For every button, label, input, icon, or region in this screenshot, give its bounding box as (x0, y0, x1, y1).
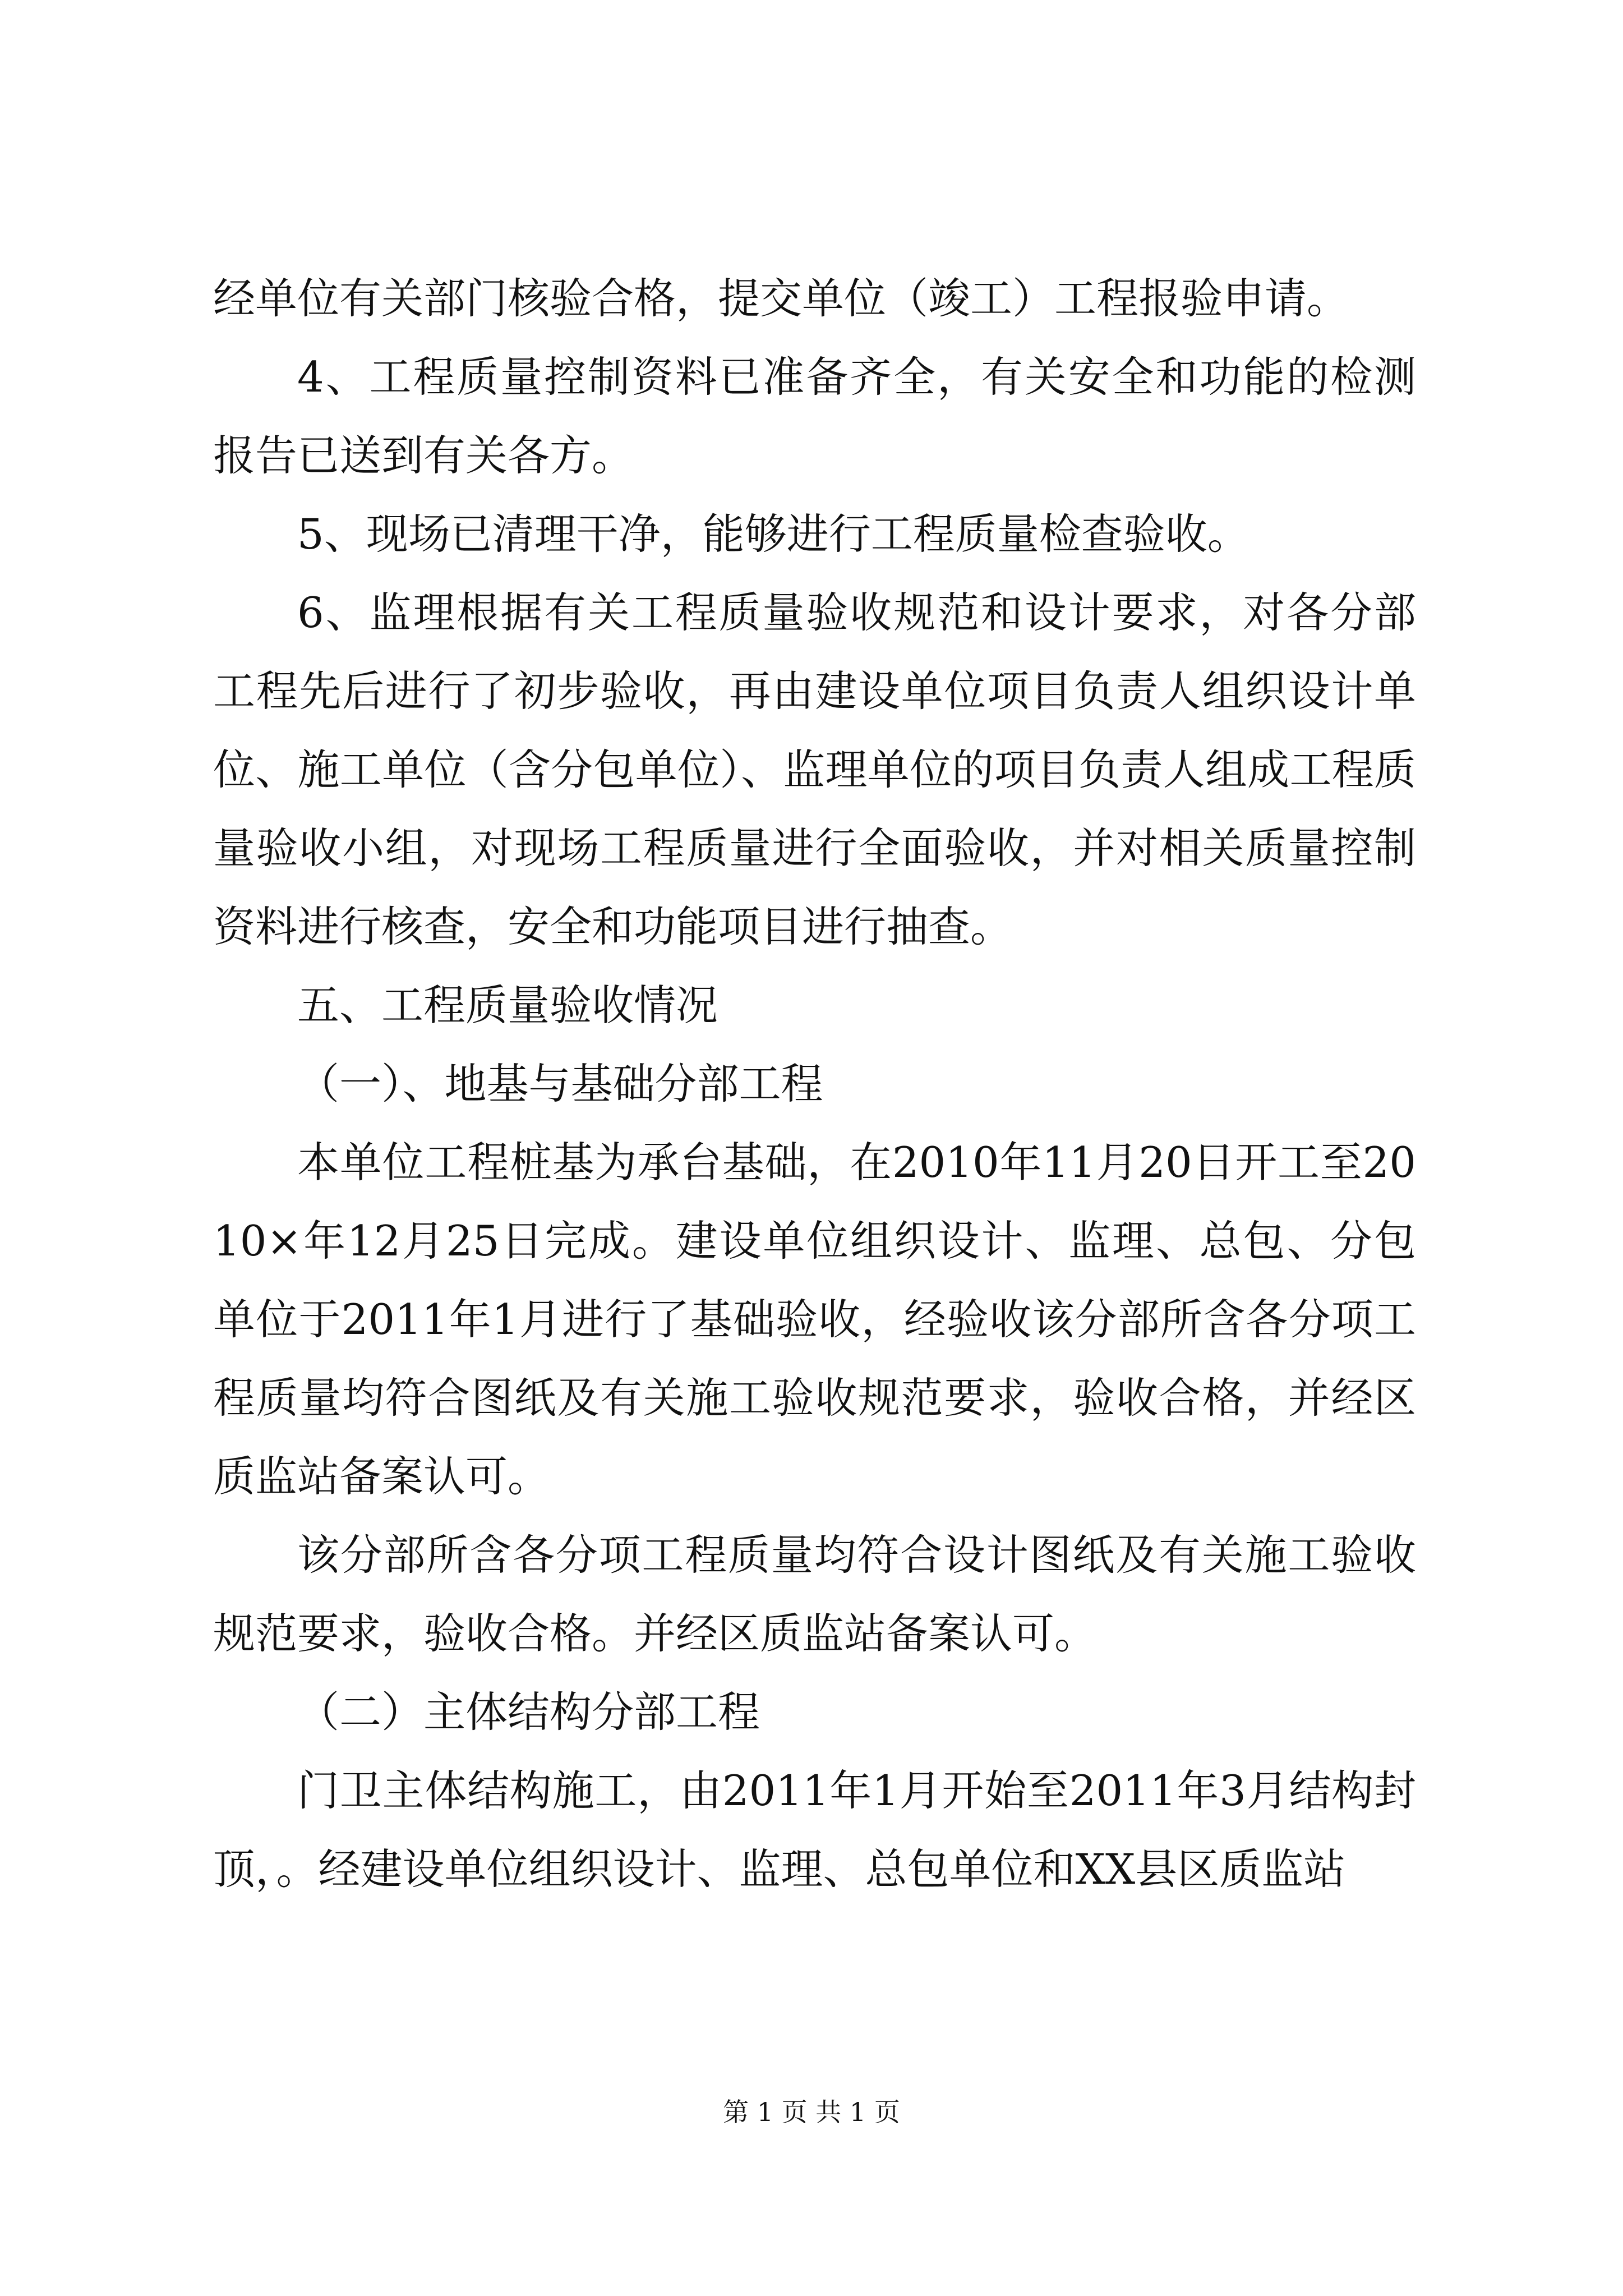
paragraph-item-6: 6、监理根据有关工程质量验收规范和设计要求，对各分部工程先后进行了初步验收，再由建设单位项目负责人组织设计单位、施工单位（含分包单位）、监理单位的项目负责人组成工程质量验收小组，对现场工程质量进行全面验收，并对相关质量控制资料进行核查，安全和功能项目进行抽查。 (213, 588, 1416, 951)
subsection-heading-foundation: （一）、地基与基础分部工程 (297, 1059, 823, 1108)
page-footer: 第 1 页 共 1 页 (723, 2097, 900, 2127)
paragraph-item-5: 5、现场已清理干净，能够进行工程质量检查验收。 (297, 509, 1249, 559)
subsection-heading-main-structure: （二）主体结构分部工程 (297, 1687, 760, 1737)
document-body (213, 259, 1416, 1908)
paragraph-foundation-summary: 该分部所含各分项工程质量均符合设计图纸及有关施工验收规范要求，验收合格。并经区质监站备案认可。 (213, 1530, 1416, 1658)
paragraph-item-4: 4、工程质量控制资料已准备齐全，有关安全和功能的检测报告已送到有关各方。 (213, 352, 1416, 480)
paragraph-main-structure: 门卫主体结构施工，由2011年1月开始至2011年3月结构封顶，。经建设单位组织设计、监理、总包单位和XX县区质监站 (213, 1766, 1416, 1894)
paragraph-foundation: 本单位工程桩基为承台基础，在2010年11月20日开工至2010×年12月25日完成。建设单位组织设计、监理、总包、分包单位于2011年1月进行了基础验收，经验收该分部所含各分项工程质量均符合图纸及有关施工验收规范要求，验收合格，并经区质监站备案认可。 (213, 1138, 1416, 1501)
section-heading-5: 五、工程质量验收情况 (297, 981, 718, 1030)
paragraph-continuation: 经单位有关部门核验合格，提交单位（竣工）工程报验申请。 (213, 274, 1349, 323)
